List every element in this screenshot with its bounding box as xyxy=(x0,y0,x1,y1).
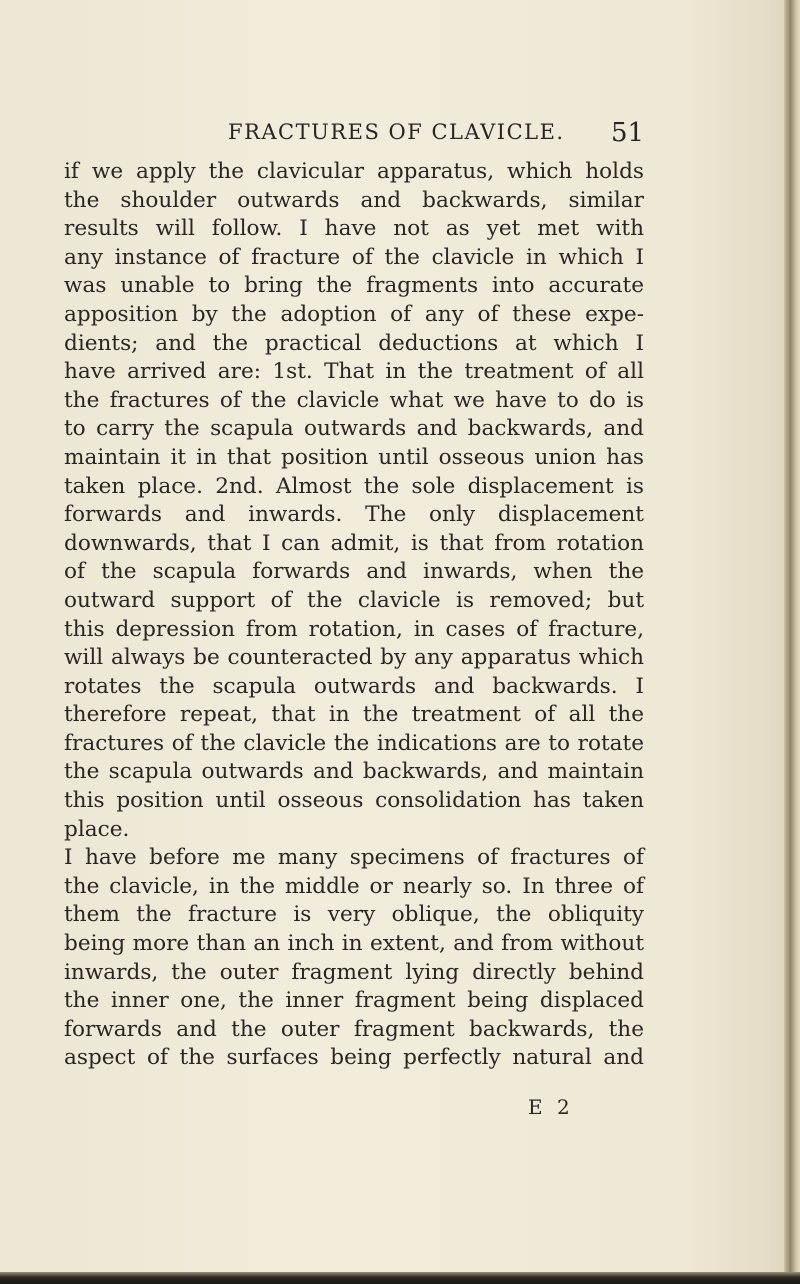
page-header xyxy=(0,118,800,154)
text-line: any instance of fracture of the clavicle in which I xyxy=(64,244,644,270)
text-line: results will follow. I have not as yet met with xyxy=(64,216,644,242)
text-line: have arrived are: 1st. That in the treatment of all xyxy=(64,359,644,385)
text-line: was unable to bring the fragments into accurate xyxy=(64,273,644,299)
text-line: this depression from rotation, in cases of fracture, xyxy=(64,616,644,642)
text-line: downwards, that I can admit, is that from rotation xyxy=(64,530,644,556)
text-line: place. xyxy=(64,816,130,842)
text-line: the shoulder outwards and backwards, similar xyxy=(64,187,644,213)
text-line: if we apply the clavicular apparatus, which holds xyxy=(64,159,644,184)
text-line: aspect of the surfaces being perfectly natural and xyxy=(64,1045,644,1071)
text-line: rotates the scapula outwards and backwards. I xyxy=(64,673,644,699)
page-edge-shadow xyxy=(784,0,800,1284)
text-line: inwards, the outer fragment lying directly behind xyxy=(64,959,644,985)
text-line: forwards and inwards. The only displacement xyxy=(64,502,644,528)
text-line: the fractures of the clavicle what we have to do is xyxy=(64,387,644,413)
text-line: taken place. 2nd. Almost the sole displacement is xyxy=(64,473,644,499)
text-line: the inner one, the inner fragment being displaced xyxy=(64,988,644,1014)
text-line: fractures of the clavicle the indications are to rotate xyxy=(64,730,644,756)
page-number: 51 xyxy=(611,118,645,148)
running-title: FRACTURES OF CLAVICLE. xyxy=(228,120,565,144)
text-line: the clavicle, in the middle or nearly so. In three of xyxy=(64,873,644,899)
text-line: apposition by the adoption of any of these expe- xyxy=(64,301,644,327)
text-line: therefore repeat, that in the treatment of all the xyxy=(64,702,644,728)
text-line: to carry the scapula outwards and backwards, and xyxy=(64,416,644,442)
text-line: I have before me many specimens of fractures of xyxy=(64,845,644,871)
text-line: them the fracture is very oblique, the obliquity xyxy=(64,902,644,928)
text-line: being more than an inch in extent, and from without xyxy=(64,931,644,957)
text-line: will always be counteracted by any apparatus which xyxy=(64,645,644,671)
text-line: dients; and the practical deductions at which I xyxy=(64,330,644,356)
text-line: the scapula outwards and backwards, and maintain xyxy=(64,759,644,785)
signature-mark: E 2 xyxy=(528,1095,574,1119)
text-line: of the scapula forwards and inwards, when the xyxy=(64,559,644,585)
text-line: forwards and the outer fragment backwards, the xyxy=(64,1016,644,1042)
text-line: this position until osseous consolidation has taken xyxy=(64,788,644,814)
body-text xyxy=(64,158,644,1073)
text-line: maintain it in that position until osseous union has xyxy=(64,444,644,470)
text-line: outward support of the clavicle is removed; but xyxy=(64,587,644,613)
page-bottom-edge xyxy=(0,1272,800,1284)
